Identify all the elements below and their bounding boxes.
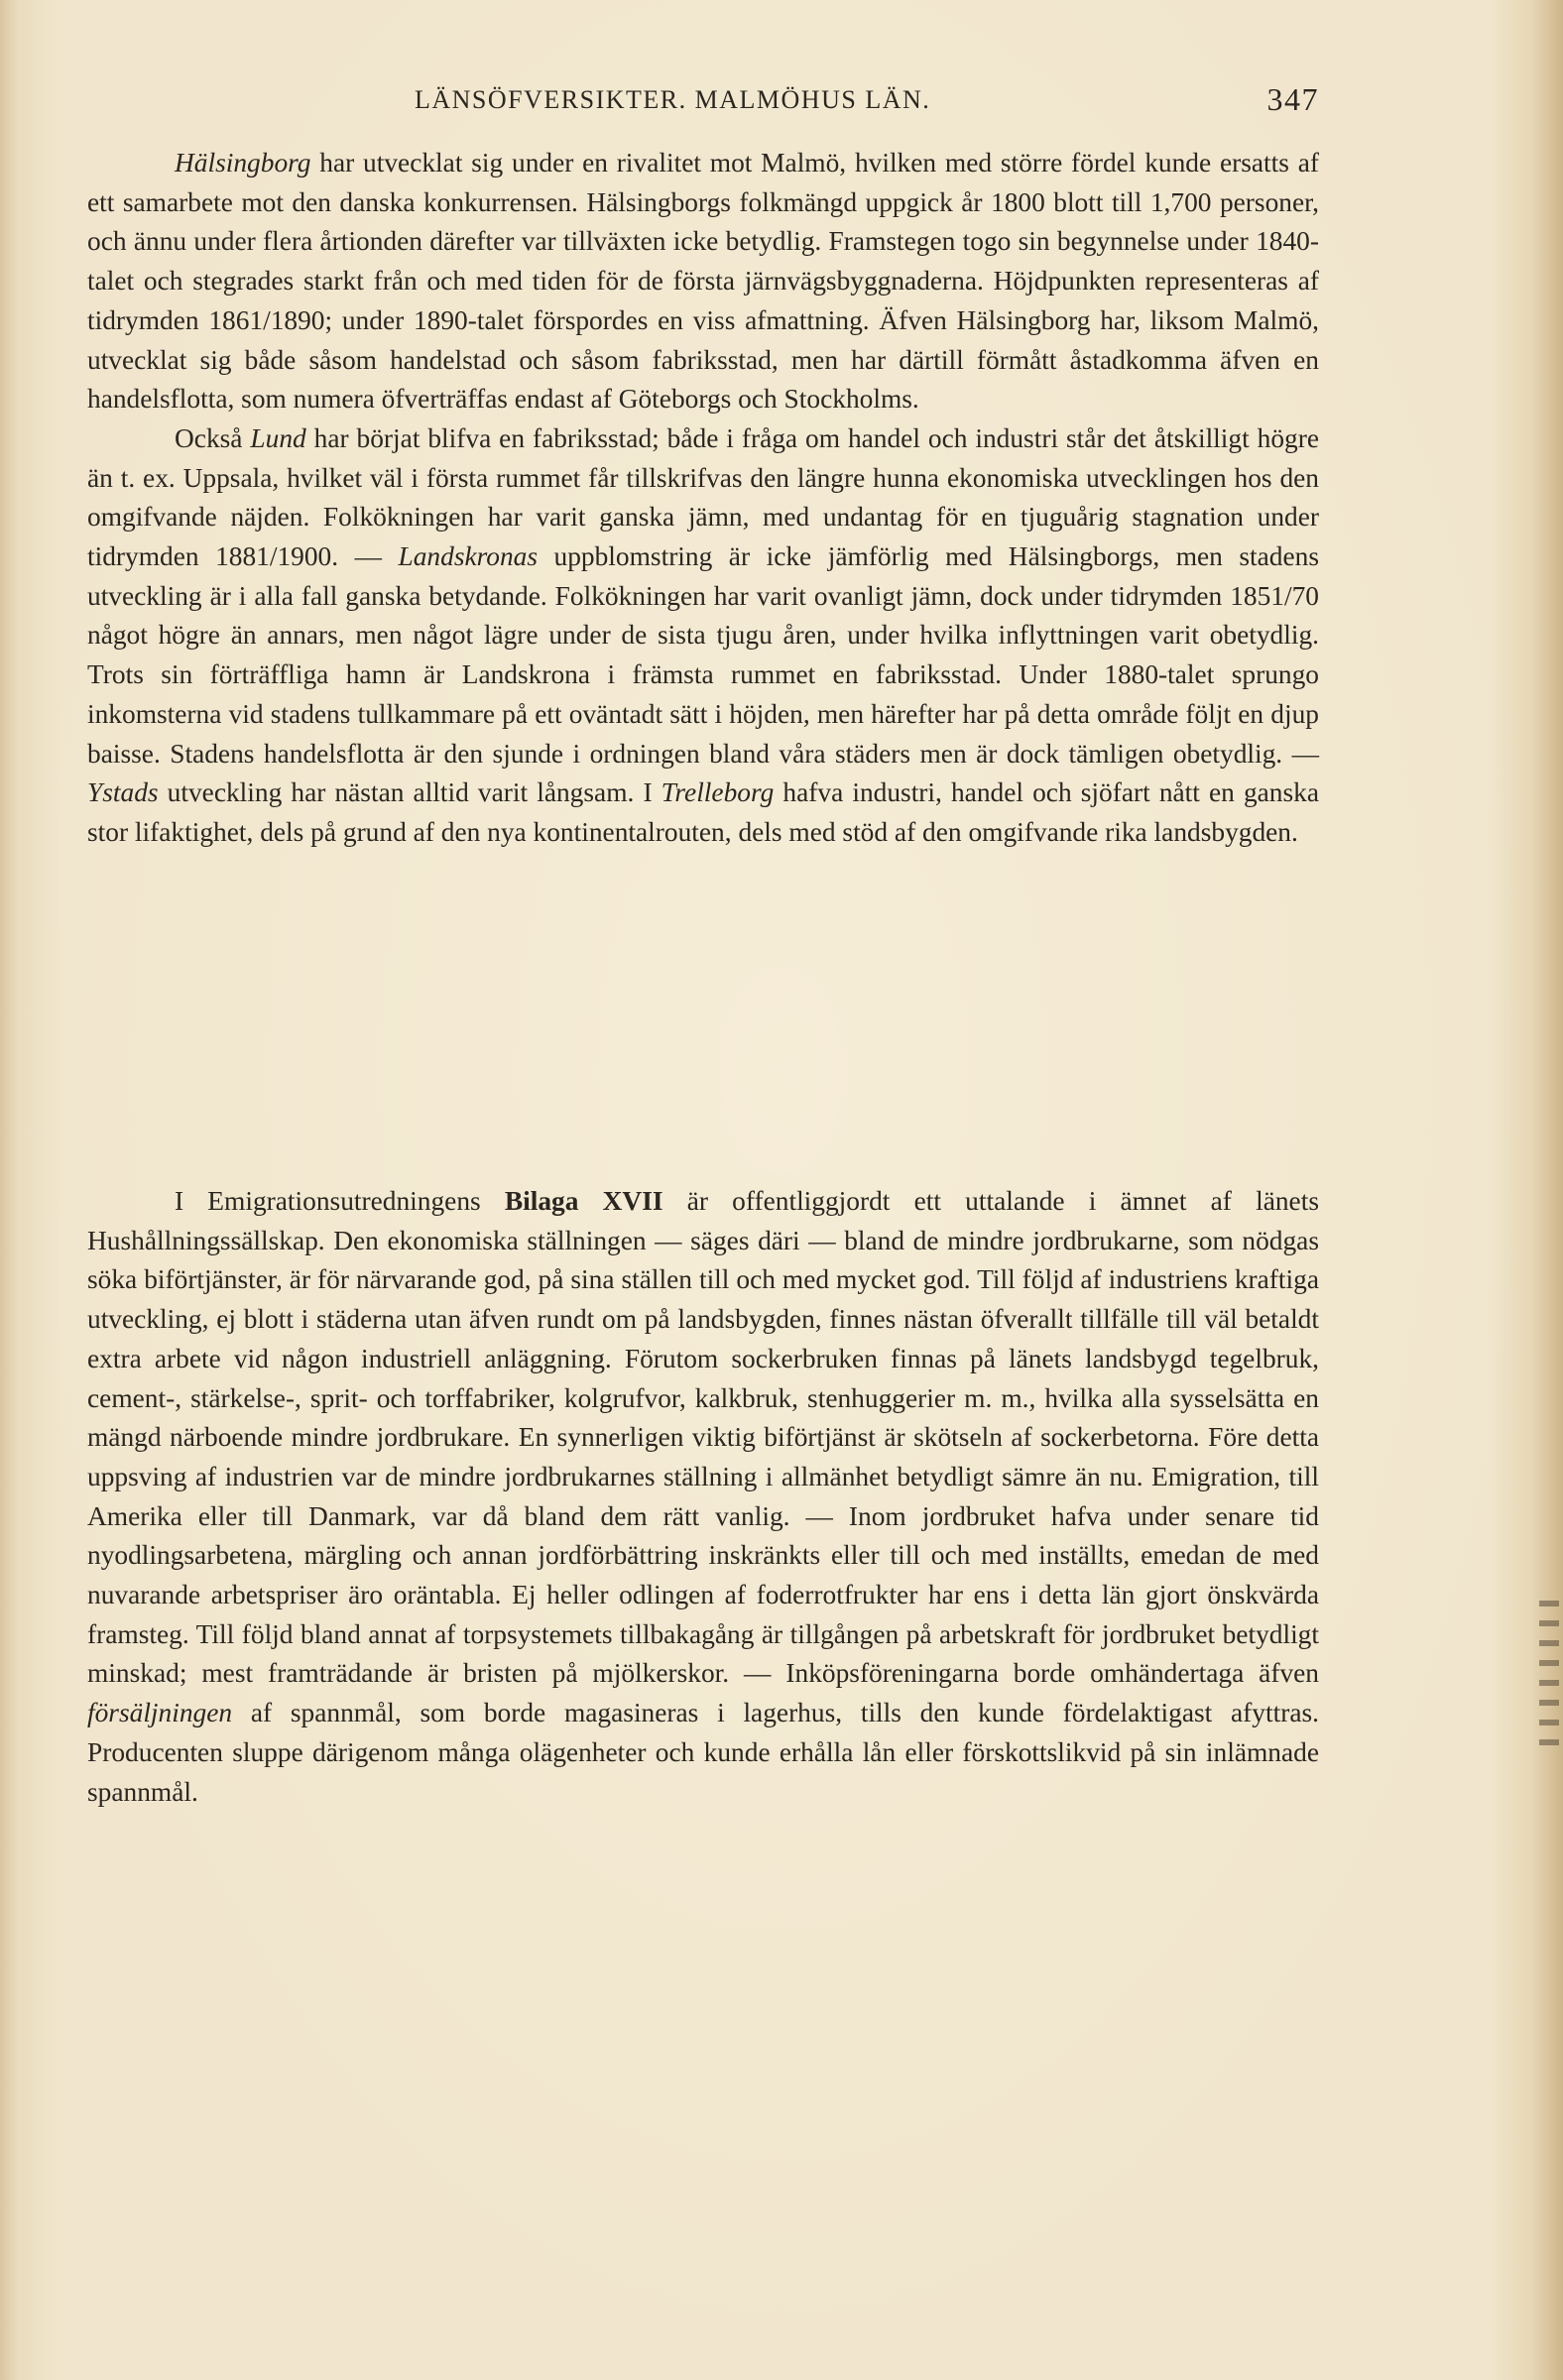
place-name-italic: Hälsingborg <box>175 148 311 178</box>
paragraph-text: hafva industri, handel och sjöfart nått en ganska stor lifaktighet, dels på grund af den nya kontinentalrouten, dels med stöd af den omgifvande rika landsbygden. <box>87 777 1319 847</box>
paragraph-text: har utvecklat sig under en rivalitet mot Malmö, hvilken med större fördel kunde ersatts af ett samarbete mot den danska konkurrensen. Hälsingborgs folkmängd uppgick år 1800 blott till 1,700 personer, och ännu under flera årtionden därefter var tillväxten icke betydlig. Framstegen togo sin begynnelse under 1840-talet och stegrades starkt från och med tiden för de första järnvägsbyggnaderna. Höjdpunkten representeras af tidrymden 1861/1890; under 1890-talet förspordes en viss afmattning. Äfven Hälsingborg har, liksom Malmö, utvecklat sig både såsom handelstad och såsom fabriksstad, men har därtill förmått åstadkomma äfven en handelsflotta, som numera öfverträffas endast af Göteborgs och Stockholms. <box>87 148 1319 415</box>
place-name-italic: Landskronas <box>398 541 539 572</box>
running-title: LÄNSÖFVERSIKTER. MALMÖHUS LÄN. <box>415 85 931 114</box>
appendix-reference-bold: Bilaga XVII <box>504 1186 663 1216</box>
edge-print-marks <box>1539 1587 1559 1884</box>
place-name-italic: Trelleborg <box>661 777 775 808</box>
paragraph-text: Också <box>175 422 251 453</box>
place-name-italic: Ystads <box>87 777 159 808</box>
text-block-upper <box>87 144 1319 853</box>
paragraph-text: I Emigrationsutredningens <box>175 1186 505 1216</box>
paragraph-text: af spannmål, som borde magasineras i lagerhus, tills den kunde fördelaktigast afyttras. Producenten sluppe därigenom många olägenheter och kunde erhålla lån eller förskottslikvid på sin inlämnade spannmål. <box>87 1698 1319 1807</box>
paragraph-text: utveckling har nästan alltid varit långsam. I <box>158 777 661 808</box>
paragraph-lund-landskrona <box>87 419 1319 853</box>
page-number: 347 <box>1266 81 1319 117</box>
running-header <box>177 81 1319 121</box>
paragraph-text: uppblomstring är icke jämförlig med Hälsingborgs, men stadens utveckling är i alla fall ganska betydande. Folkökningen har varit ovanligt jämn, dock under tidrymden 1851/70 något högre än annars, men något lägre under de sista tjugu åren, under hvilka inflyttningen varit obetydlig. Trots sin förträffliga hamn är Landskrona i främsta rummet en fabriksstad. Under 1880-talet sprungo inkomsterna vid stadens tullkammare på ett oväntadt sätt i höjden, men härefter har på detta område följt en djup baisse. Stadens handelsflotta är den sjunde i ordningen bland våra städers men är dock tämligen obetydlig. — <box>87 541 1320 769</box>
place-name-italic: Lund <box>250 422 306 453</box>
paragraph-text: har börjat blifva en fabriksstad; både i fråga om handel och industri står det åtskilligt högre än t. ex. Uppsala, hvilket väl i första rummet får tillskrifvas den längre hunna ekonomiska utvecklingen hos den omgifvande näjden. Folkökningen har varit ganska jämn, med undantag för en tjuguårig stagnation under tidrymden 1881/1900. — <box>87 422 1319 572</box>
emphasis-italic: försäljningen <box>87 1698 233 1728</box>
paragraph-emigration <box>87 1182 1319 1812</box>
paragraph-halsingborg <box>87 144 1319 419</box>
paragraph-text: är offentliggjordt ett uttalande i ämnet af länets Hushållningssällskap. Den ekonomiska ställningen — säges däri — bland de mindre jordbrukarne, som nödgas söka biförtjänster, är för närvarande god, på sina ställen till och med mycket god. Till följd af industriens kraftiga utveckling, ej blott i städerna utan äfven rundt om på landsbygden, finnes nästan öfverallt tillfälle till väl betaldt extra arbete vid någon industriell anläggning. Förutom sockerbruken finnas på länets landsbygd tegelbruk, cement-, stärkelse-, sprit- och torffabriker, kolgrufvor, kalkbruk, stenhuggerier m. m., hvilka alla sysselsätta en mängd närboende mindre jordbrukare. En synnerligen viktig biförtjänst är skötseln af sockerbetorna. Före detta uppsving af industrien var de mindre jordbrukarnes ställning i allmänhet betydligt sämre än nu. Emigration, till Amerika eller till Danmark, var då bland dem rätt vanlig. — Inom jordbruket hafva under senare tid nyodlingsarbetena, märgling och annan jordförbättring inskränkts eller till och med inställts, emedan de med nuvarande arbetspriser äro oräntabla. Ej heller odlingen af foderrotfrukter har ens i detta län gjort önskvärda framsteg. Till följd bland annat af torpsystemets tillbakagång är tillgången på arbetskraft för jordbruket betydligt minskad; mest framträdande är bristen på mjölkerskor. — Inköpsföreningarna borde omhändertaga äfven <box>87 1186 1319 1689</box>
text-block-lower <box>87 1182 1319 1812</box>
